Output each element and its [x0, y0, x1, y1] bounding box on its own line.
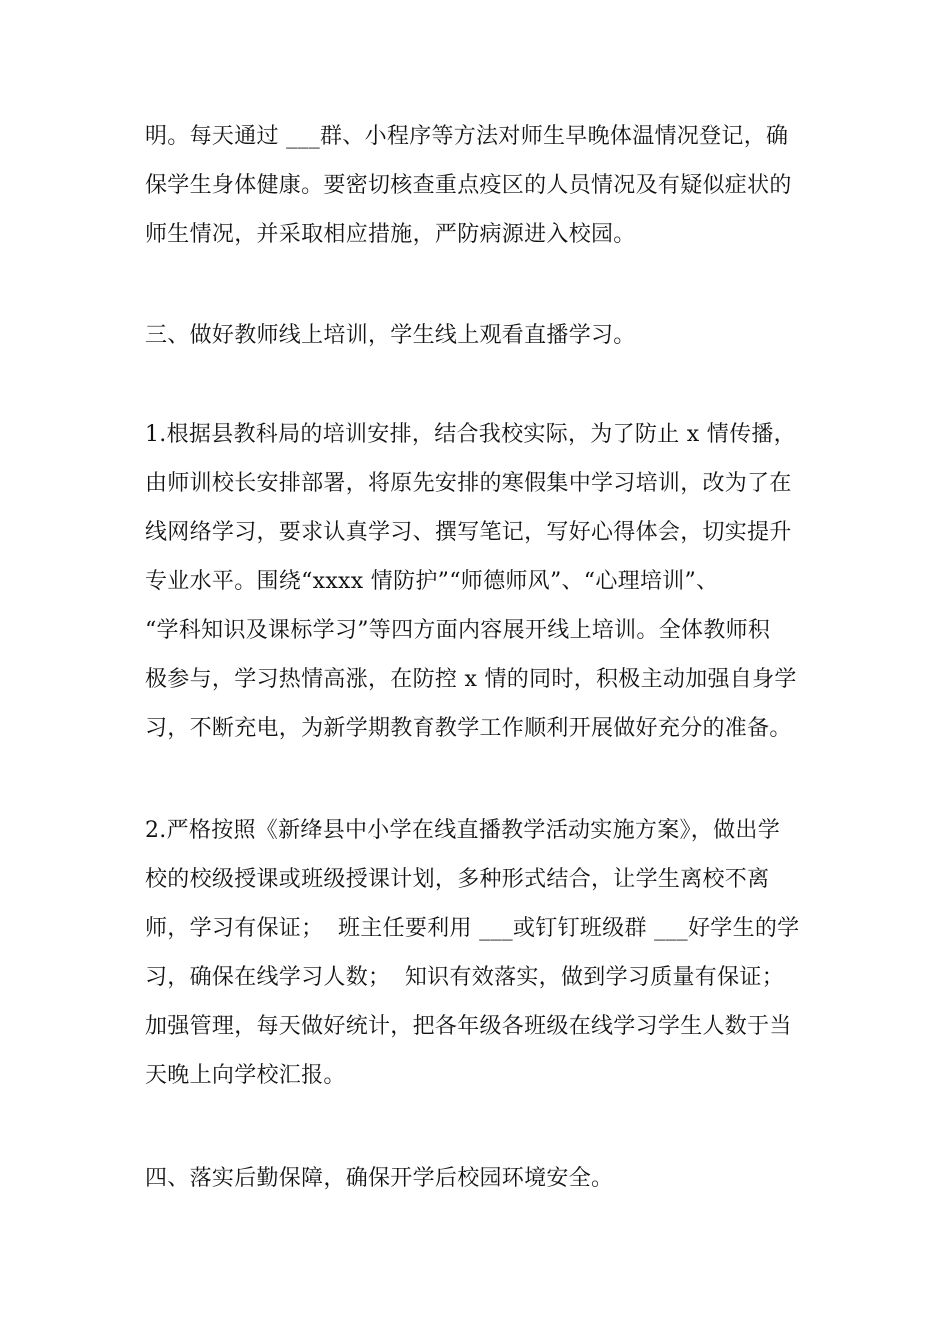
heading-text: 三、做好教师线上培训，学生线上观看直播学习。 — [145, 323, 636, 348]
text-line: 极参与，学习热情高涨，在防控 x 情的同时，积极主动加强自身学 — [145, 667, 797, 692]
text-line: 天晚上向学校汇报。 — [145, 1063, 346, 1088]
section-heading-3 — [145, 311, 825, 360]
text-line: 加强管理，每天做好统计，把各年级各班级在线学习学生人数于当 — [145, 1014, 792, 1039]
text-line: 师生情况，并采取相应措施，严防病源进入校园。 — [145, 222, 636, 247]
text-line: 明。每天通过 ___群、小程序等方法对师生早晚体温情况登记，确 — [145, 124, 789, 149]
paragraph-live-teaching — [145, 806, 825, 1100]
text-line: 2.严格按照《新绛县中小学在线直播教学活动实施方案》，做出学 — [145, 818, 780, 843]
text-line: 由师训校长安排部署，将原先安排的寒假集中学习培训，改为了在 — [145, 471, 792, 496]
text-line: 习，不断充电，为新学期教育教学工作顺利开展做好充分的准备。 — [145, 716, 792, 741]
text-line: 师，学习有保证； 班主任要利用 ___或钉钉班级群 ___好学生的学 — [145, 916, 800, 941]
text-line: 线网络学习，要求认真学习、撰写笔记，写好心得体会，切实提升 — [145, 520, 792, 545]
heading-text: 四、落实后勤保障，确保开学后校园环境安全。 — [145, 1166, 614, 1191]
paragraph-temperature — [145, 112, 825, 259]
text-line: 校的校级授课或班级授课计划，多种形式结合，让学生离校不离 — [145, 867, 770, 892]
text-line: 专业水平。围绕“xxxx 情防护”“师德师风”、“心理培训”、 — [145, 569, 719, 594]
text-line: 习，确保在线学习人数； 知识有效落实，做到学习质量有保证； — [145, 965, 784, 990]
text-line: “学科知识及课标学习”等四方面内容展开线上培训。全体教师积 — [145, 618, 771, 643]
text-line: 保学生身体健康。要密切核查重点疫区的人员情况及有疑似症状的 — [145, 173, 792, 198]
section-heading-4 — [145, 1154, 825, 1203]
paragraph-teacher-training — [145, 410, 825, 753]
text-line: 1.根据县教科局的培训安排，结合我校实际，为了防止 x 情传播， — [145, 422, 796, 447]
